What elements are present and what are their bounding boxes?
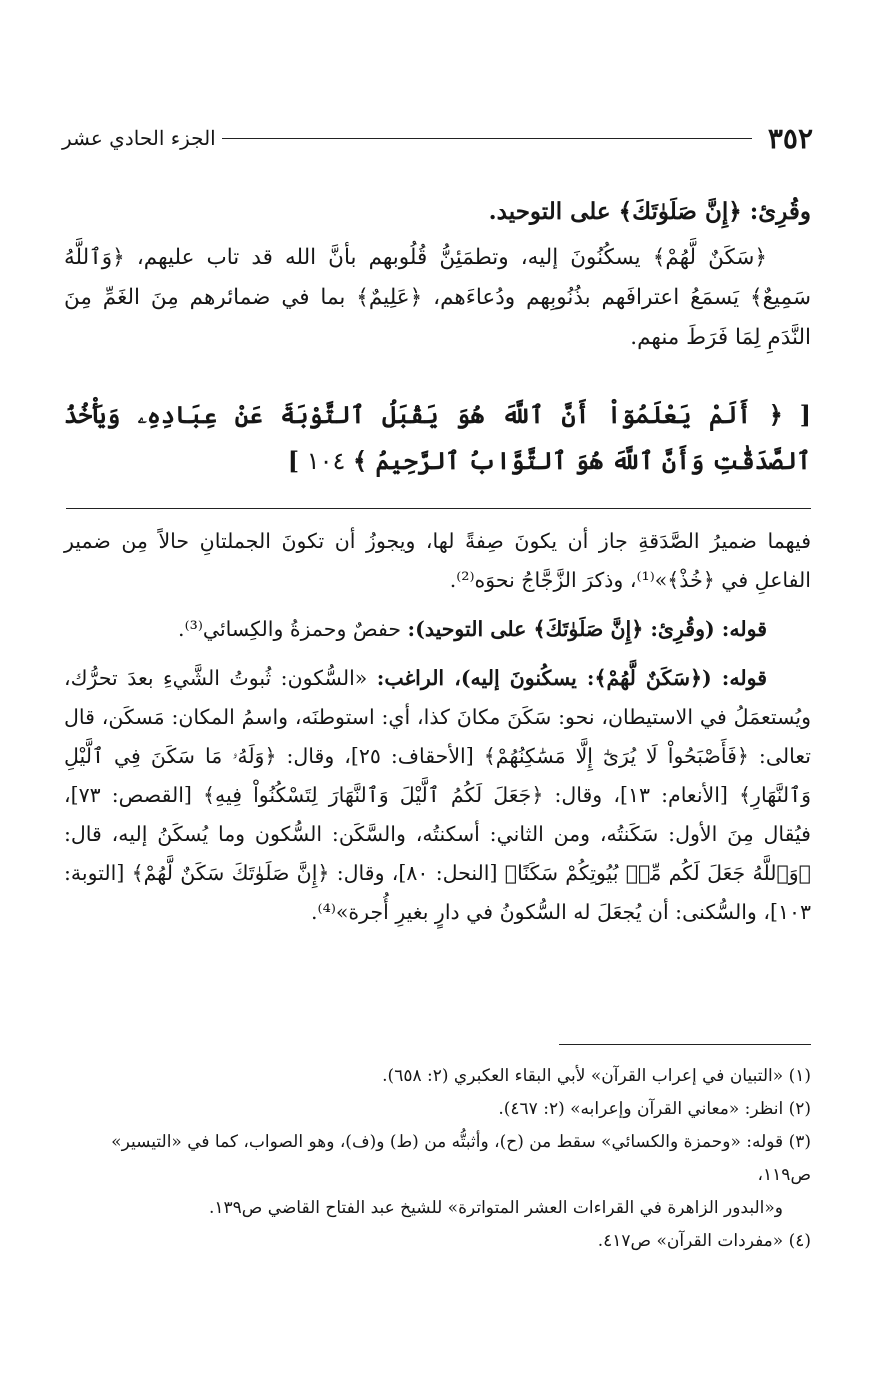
footnote: (٤) «مفردات القرآن» ص٤١٧. bbox=[597, 1231, 811, 1251]
commentary-paragraph bbox=[64, 610, 811, 649]
footnote: (٢) انظر: «معاني القرآن وإعرابه» (٢: ٤٦٧). bbox=[498, 1099, 811, 1119]
commentary-paragraph bbox=[64, 659, 811, 932]
commentary-quote-label: قوله: (وقُرِئ: ﴿إِنَّ صَلَوٰتَكَ﴾ على التوحيد): bbox=[407, 617, 767, 641]
footnote: (١) «التبيان في إعراب القرآن» لأبي البقاء العكبري (٢: ٦٥٨). bbox=[382, 1066, 811, 1086]
verse-bracket-open: [ bbox=[799, 400, 811, 429]
verse-number: ١٠٤ bbox=[306, 447, 346, 475]
main-text-qira: وقُرِئ: ﴿إِنَّ صَلَوٰتَكَ﴾ على التوحيد. bbox=[488, 198, 811, 225]
verse-text: ﴿ أَلَمْ يَعْلَمُوٓاْ أَنَّ ٱللَّهَ هُوَ يَقْبَلُ ٱلتَّوْبَةَ عَنْ عِبَادِهِۦ وَيَأْخُذُ ٱلصَّدَقَٰتِ وَأَنَّ ٱللَّهَ هُوَ ٱلتَّوَّابُ ٱلرَّحِيمُ ﴾ bbox=[64, 400, 811, 475]
footnotes bbox=[64, 1060, 811, 1258]
commentary-paragraph: فيهما ضميرُ الصَّدَقةِ جاز أن يكونَ صِفةً لها، ويجوزُ أن تكونَ الجملتانِ حالاً مِن ضمير الفاعلِ في ﴿خُذْ﴾»⁽¹⁾، وذكرَ الزَّجَّاجُ نحوَه⁽²⁾. bbox=[64, 529, 811, 592]
page-header bbox=[62, 116, 813, 160]
commentary-text: «السُّكون: ثُبوتُ الشَّيءِ بعدَ تحرُّك، ويُستعمَلُ في الاستيطان، نحو: سَكَنَ مكانَ كذا، أي: استوطنَه، واسمُ المكان: مَسكَن، قال تعالى: ﴿فَأَصْبَحُواْ لَا يُرَىٰٓ إِلَّا مَسَٰكِنُهُمْ﴾ [الأحقاف: ٢٥]، وقال: ﴿وَلَهُۥ مَا سَكَنَ فِي ٱلَّيْلِ وَٱلنَّهَارِ﴾ [الأنعام: ١٣]، وقال: ﴿جَعَلَ لَكُمُ ٱلَّيْلَ وَٱلنَّهَارَ لِتَسْكُنُواْ فِيهِ﴾ [القصص: ٧٣]، فيُقال مِنَ الأول: سَكَنتُه، ومن الثاني: أسكنتُه، والسَّكَن: السُّكون وما يُسكَنُ إليه، قال: ﴿وَٱللَّهُ جَعَلَ لَكُم مِّنۢ بُيُوتِكُمْ سَكَنًا﴾ [النحل: ٨٠]، وقال: ﴿إِنَّ صَلَوٰتَكَ سَكَنٌ لَّهُمْ﴾ [التوبة: ١٠٣]، والسُّكنى: أن يُجعَلَ له السُّكونُ في دارٍ بغيرِ أُجرة»⁽⁴⁾. bbox=[64, 666, 811, 924]
quran-verse bbox=[64, 392, 811, 484]
verse-bracket-close: ] bbox=[287, 446, 300, 475]
footnote-rule bbox=[559, 1044, 811, 1045]
footnote: (٣) قوله: «وحمزة والكسائي» سقط من (ح)، وأثبتُّه من (ط) و(ف)، وهو الصواب، كما في «التيسير» ص١١٩، bbox=[111, 1132, 811, 1185]
commentary-quote-label: قوله: (﴿سَكَنٌ لَّهُمْ﴾: يسكُنونَ إليه)، الراغب: bbox=[376, 666, 767, 690]
commentary-text: حفصٌ وحمزةُ والكِسائي⁽³⁾. bbox=[178, 617, 408, 641]
footnote-continuation: و«البدور الزاهرة في القراءات العشر المتواترة» للشيخ عبد الفتاح القاضي ص١٣٩. bbox=[208, 1198, 783, 1218]
commentary bbox=[64, 522, 811, 942]
header-rule bbox=[222, 138, 752, 139]
running-head: الجزء الحادي عشر bbox=[62, 126, 216, 150]
main-text-gloss: ﴿سَكَنٌ لَّهُمْ﴾ يسكُنُونَ إليه، وتطمَئِنُّ قُلُوبهم بأنَّ الله قد تاب عليهم، ﴿وَٱللَّهُ سَمِيعٌ﴾ يَسمَعُ اعترافَهم بذُنُوبِهم ودُعاءَهم، ﴿عَلِيمٌ﴾ بما في ضمائرهم مِنَ الغَمِّ مِنَ النَّدَمِ لِمَا فَرَطَ منهم. bbox=[64, 245, 811, 350]
page-number: ٣٥٢ bbox=[767, 121, 813, 155]
section-divider bbox=[66, 508, 811, 509]
